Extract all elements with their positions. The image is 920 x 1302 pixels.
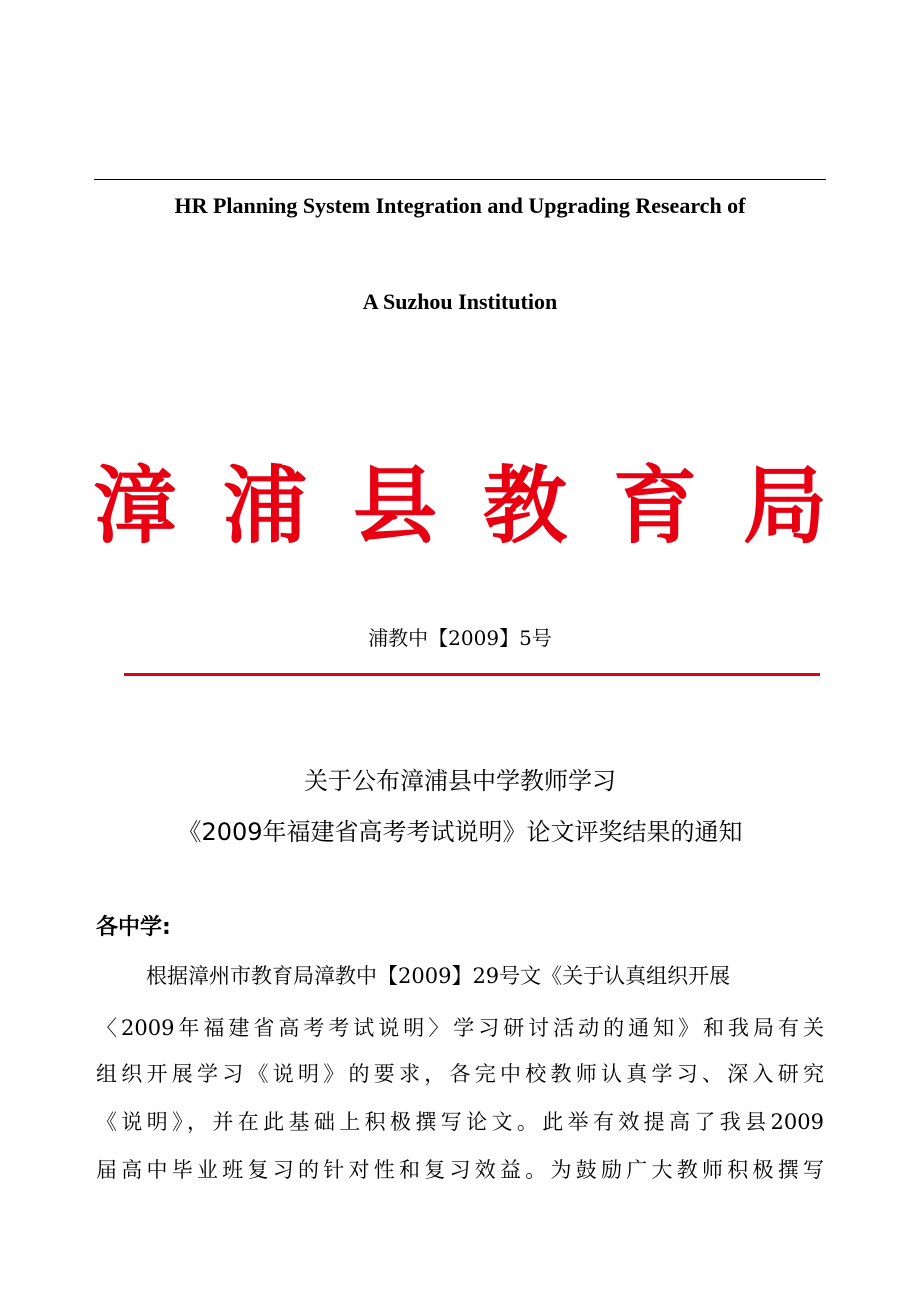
bureau-char: 浦 xyxy=(222,456,307,555)
bureau-char: 教 xyxy=(482,456,567,555)
bureau-name xyxy=(80,456,840,556)
body-paragraph-line: 《说明》，并在此基础上积极撰写论文。此举有效提高了我县2009 xyxy=(96,1110,824,1134)
body-paragraph-line: 根据漳州市教育局漳教中【2009】29号文《关于认真组织开展 xyxy=(146,964,731,988)
red-divider xyxy=(124,673,820,676)
header-rule xyxy=(94,179,826,180)
bureau-char: 县 xyxy=(352,456,437,555)
salutation: 各中学: xyxy=(96,915,171,940)
body-paragraph-line: 届高中毕业班复习的针对性和复习效益。为鼓励广大教师积极撰写 xyxy=(96,1158,824,1182)
notice-title-line-1: 关于公布漳浦县中学教师学习 xyxy=(304,767,616,795)
bureau-char: 漳 xyxy=(92,456,177,555)
document-number: 浦教中【2009】5号 xyxy=(368,626,552,650)
bureau-char: 局 xyxy=(742,456,827,555)
body-paragraph-line: 〈2009年福建省高考考试说明〉学习研讨活动的通知》和我局有关 xyxy=(96,1016,824,1040)
english-title-line-2: A Suzhou Institution xyxy=(362,289,558,314)
bureau-char: 育 xyxy=(612,456,697,555)
notice-title-line-2: 《2009年福建省高考考试说明》论文评奖结果的通知 xyxy=(177,818,743,846)
body-paragraph-line: 组织开展学习《说明》的要求，各完中校教师认真学习、深入研究 xyxy=(96,1062,824,1086)
english-title-line-1: HR Planning System Integration and Upgrading Research of xyxy=(174,193,746,218)
